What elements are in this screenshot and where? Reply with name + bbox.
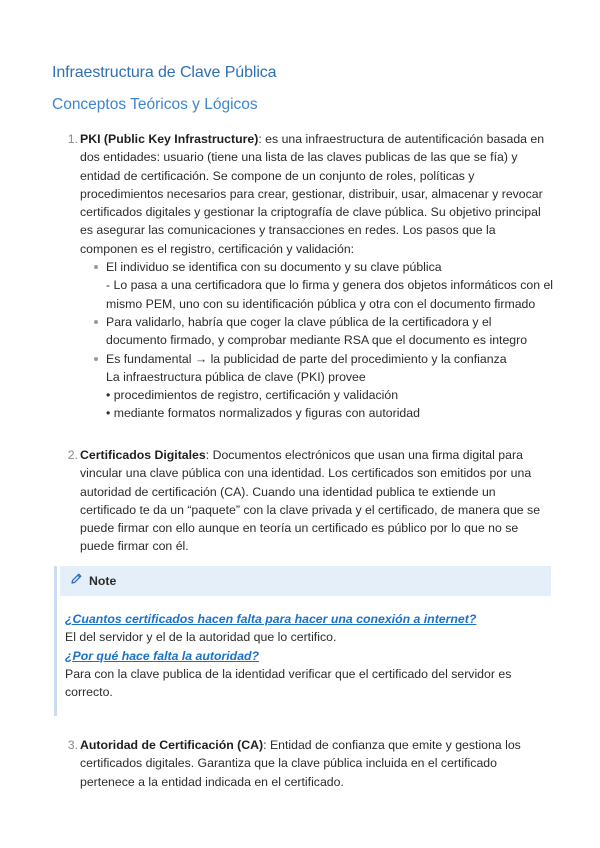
- list-item-certificados: [66, 446, 554, 556]
- list-item: [92, 350, 554, 423]
- note-body: [65, 610, 549, 701]
- note-label: Note: [89, 574, 117, 588]
- item-term: PKI (Public Key Infrastructure): [80, 132, 259, 146]
- list-item: [92, 258, 554, 313]
- bullet-extra: - Lo pasa a una certificadora que lo firma y genera dos objetos informáticos con el mismo PEM, uno con su identificación pública y otra con el documento firmado: [106, 278, 554, 311]
- pencil-icon: [70, 572, 83, 590]
- note-callout: [54, 566, 551, 716]
- note-answer: Para con la clave publica de la identidad verificar que el certificado del servidor es correcto.: [65, 666, 512, 700]
- bullet-extra: La infraestructura pública de clave (PKI) provee: [106, 369, 366, 384]
- item-number: 3.: [67, 738, 78, 752]
- note-answer: El del servidor y el de la autoridad que lo certifico.: [65, 630, 337, 645]
- list-item: [92, 313, 554, 350]
- bullet-text: El individuo se identifica con su documento y su clave pública: [106, 260, 442, 275]
- item-number: 1.: [67, 132, 78, 146]
- note-question[interactable]: ¿Por qué hace falta la autoridad?: [65, 648, 260, 663]
- item-text: : Entidad de confianza que emite y gestiona los certificados digitales. Garantiza que la clave pública incluida en el certificado pertenece a la entidad indicada en el certificado.: [80, 738, 521, 789]
- item-term: Autoridad de Certificación (CA): [80, 738, 264, 752]
- bullet-point: • procedimientos de registro, certificación y validación: [106, 388, 399, 403]
- section-heading: Conceptos Teóricos y Lógicos: [52, 96, 258, 113]
- bullet-text: Para validarlo, habría que coger la clave pública de la certificadora y el documento firmado, y comprobar mediante RSA que el documento es integro: [106, 314, 528, 348]
- item-term: Certificados Digitales: [80, 448, 206, 462]
- list-item-autoridad: [66, 736, 554, 791]
- item-number: 2.: [67, 448, 78, 462]
- note-question[interactable]: ¿Cuantos certificados hacen falta para hacer una conexión a internet?: [65, 612, 477, 626]
- bullet-point: • mediante formatos normalizados y figuras con autoridad: [106, 406, 420, 421]
- note-header: [60, 566, 551, 596]
- bullet-text: Es fundamental → la publicidad de parte del procedimiento y la confianza: [106, 351, 507, 366]
- sub-bullet-list: [80, 258, 554, 423]
- item-text: : es una infraestructura de autentificación basada en dos entidades: usuario (tiene una lista de las claves publicas de las que se fía) y entidad de certificación. Se compone de un conjunto de roles, políticas y procedimientos necesarios para crear, gestionar, distribuir, usar, almacenar y revocar certificados digitales y gestionar la criptografía de clave pública. Su objetivo principal es asegurar las comunicaciones y transacciones en redes. Los pasos que la componen es el registro, certificación y validación:: [80, 132, 545, 256]
- page-title: Infraestructura de Clave Pública: [52, 64, 277, 81]
- item-text: : Documentos electrónicos que usan una firma digital para vincular una clave pública con una identidad. Los certificados son emitidos por una autoridad de certificación (CA). Cuando una identidad publica te extiende un certificado te da un “paquete” con la clave privada y el certificado, de manera que se puede firmar con ello aunque en teoría un certificado es público por lo que no se puede firmar con él.: [80, 448, 541, 554]
- list-item-pki: [66, 130, 554, 423]
